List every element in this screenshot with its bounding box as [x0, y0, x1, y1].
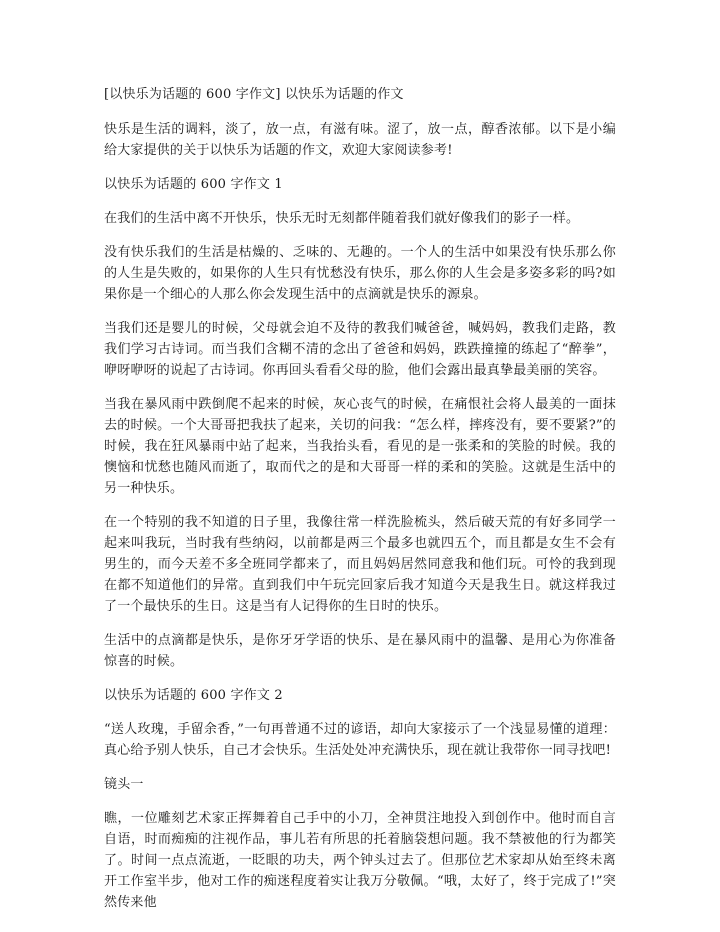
essay2-paragraph: 瞧，一位雕刻艺术家正挥舞着自己手中的小刀，全神贯注地投入到创作中。他时而自言自语，时而痴痴的注视作品，事儿若有所思的托着脑袋想问题。我不禁被他的行为都笑了。时间一点点流逝，一眨眼的功夫，两个钟头过去了。但那位艺术家却从始至终未离开工作室半步，他对工作的痴迷程度着实让我万分敬佩。“哦，太好了，终于完成了!”突然传来他 [104, 811, 616, 910]
essay1-heading: 以快乐为话题的 600 字作文 1 [104, 177, 283, 192]
essay2-paragraph: “送人玫瑰，手留余香，”一句再普通不过的谚语，却向大家接示了一个浅显易懂的道理：真心给予别人快乐，自己才会快乐。生活处处冲充满快乐，现在就让我带你一同寻找吧! [104, 722, 616, 758]
essay1-paragraph: 当我们还是婴儿的时候，父母就会迫不及待的教我们喊爸爸，喊妈妈，教我们走路，教我们学习古诗词。而当我们含糊不清的念出了爸爸和妈妈，跌跌撞撞的练起了“醉拳”，咿呀咿呀的说起了古诗词。你再回头看看父母的脸，他们会露出最真挚最美丽的笑容。 [104, 321, 616, 378]
essay1-paragraph: 当我在暴风雨中跌倒爬不起来的时候，灰心丧气的时候，在痛恨社会将人最美的一面抹去的时候。一个大哥哥把我扶了起来，关切的问我：“怎么样，摔疼没有，要不要紧?”的时候，我在狂风暴雨中站了起来，当我抬头看，看见的是一张柔和的笑脸的时候。我的懊恼和忧愁也随风而逝了，取而代之的是和大哥哥一样的柔和的笑脸。这就是生活中的另一种快乐。 [104, 397, 616, 496]
document-title: [以快乐为话题的 600 字作文] 以快乐为话题的作文 [104, 87, 404, 102]
essay2-heading: 以快乐为话题的 600 字作文 2 [104, 688, 283, 703]
essay1-paragraph: 在一个特别的我不知道的日子里，我像往常一样洗脸梳头，然后破天荒的有好多同学一起来叫我玩，当时我有些纳闷，以前都是两三个最多也就四五个，而且都是女生不会有男生的，而今天差不多全班同学都来了，而且妈妈居然同意我和他们玩。可怜的我到现在都不知道他们的异常。直到我们中午玩完回家后我才知道今天是我生日。就这样我过了一个最快乐的生日。这是当有人记得你的生日时的快乐。 [104, 515, 616, 614]
essay1-paragraph: 生活中的点滴都是快乐，是你牙牙学语的快乐、是在暴风雨中的温馨、是用心为你准备惊喜的时候。 [104, 633, 616, 669]
intro-paragraph: 快乐是生活的调料，淡了，放一点，有滋有味。涩了，放一点，醇香浓郁。以下是小编给大家提供的关于以快乐为话题的作文，欢迎大家阅读参考! [104, 122, 616, 158]
essay1-paragraph: 没有快乐我们的生活是枯燥的、乏味的、无趣的。一个人的生活中如果没有快乐那么你的人生是失败的，如果你的人生只有忧愁没有快乐，那么你的人生会是多姿多彩的吗?如果你是一个细心的人那么你会发现生活中的点滴就是快乐的源泉。 [104, 245, 616, 302]
essay1-paragraph: 在我们的生活中离不开快乐，快乐无时无刻都伴随着我们就好像我们的影子一样。 [104, 211, 580, 226]
essay2-subheading: 镜头一 [104, 777, 144, 792]
document-page [104, 84, 616, 926]
